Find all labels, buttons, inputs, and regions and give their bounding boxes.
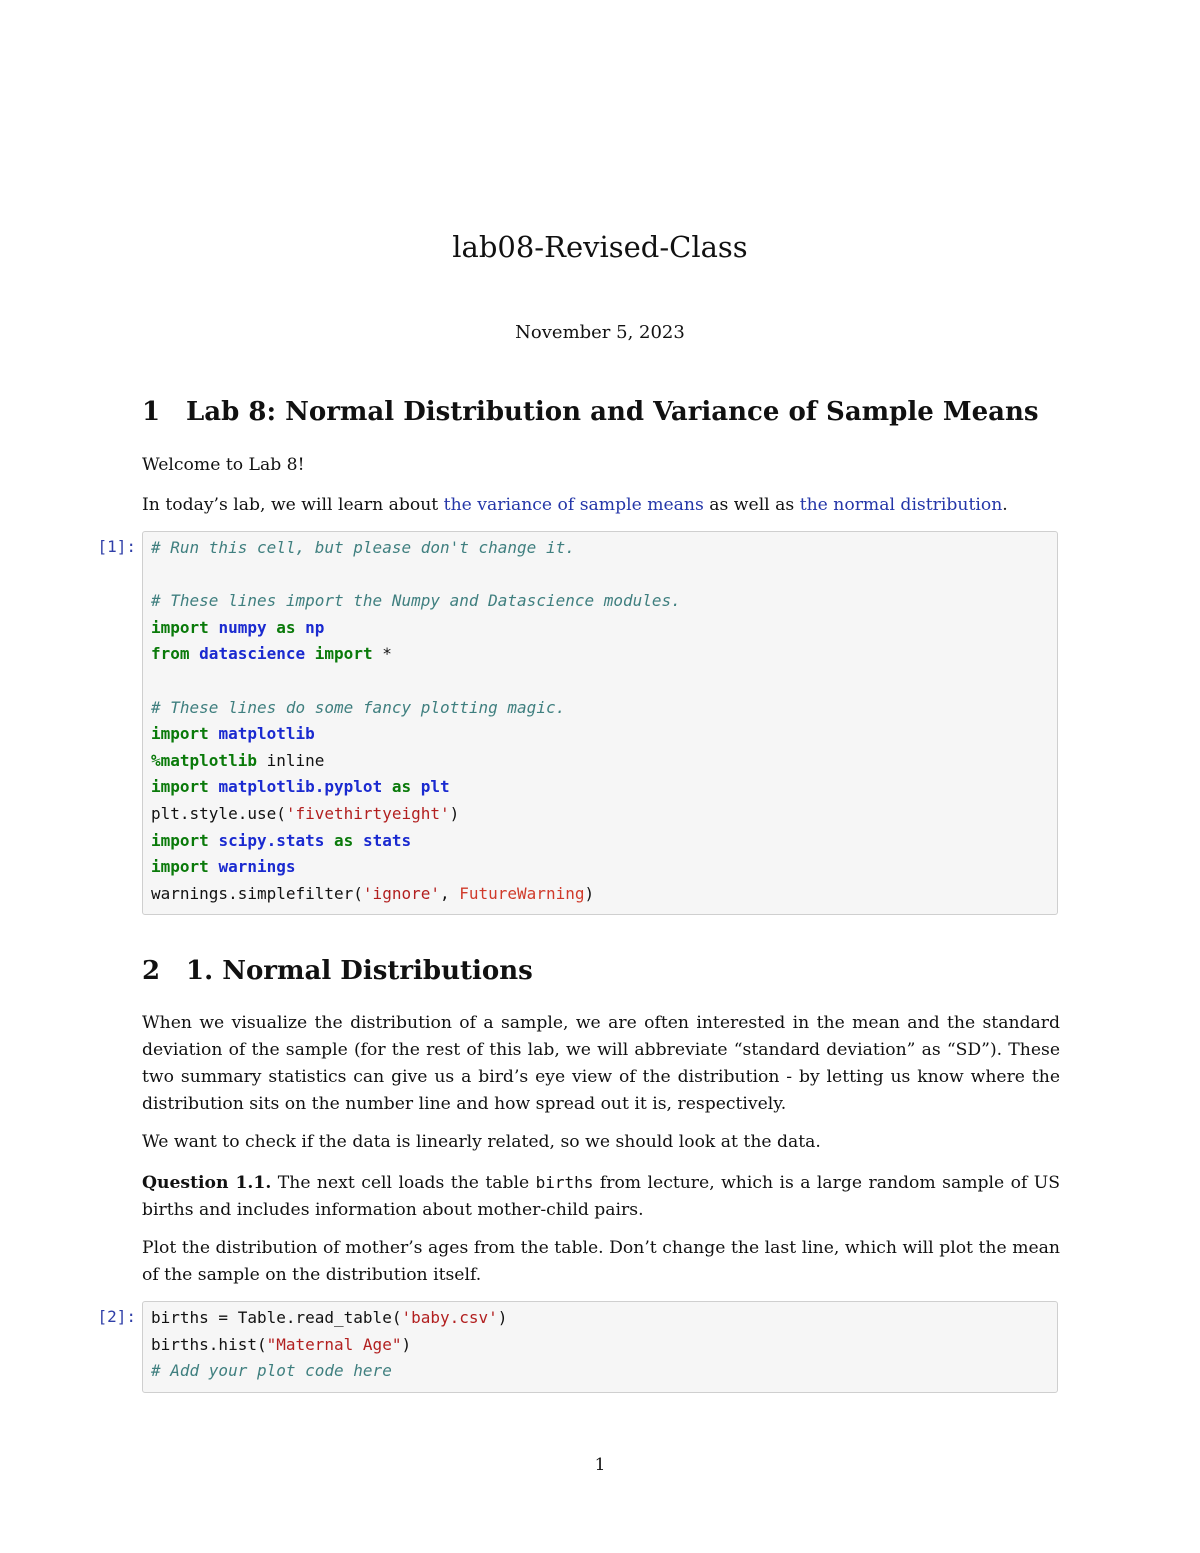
code-token: 'ignore' <box>362 883 440 903</box>
code-token: import <box>151 617 209 637</box>
page-number: 1 <box>594 1455 606 1475</box>
intro-prefix: In today’s lab, we will learn about <box>142 495 444 515</box>
code-token <box>209 857 219 876</box>
code-token <box>190 644 200 663</box>
welcome-text: Welcome to Lab 8! <box>142 455 305 475</box>
code-token <box>267 618 277 637</box>
section-title: 1. Normal Distributions <box>186 956 533 986</box>
cell-prompt-1: [1]: <box>97 537 136 556</box>
code-token: inline <box>256 750 325 770</box>
code-token: 'fivethirtyeight' <box>285 803 450 823</box>
intro-mid: as well as <box>703 495 800 515</box>
link-normal-distribution[interactable]: the normal distribution <box>799 495 1003 515</box>
code-token: "Maternal Age" <box>266 1334 402 1354</box>
code-token: births.hist( <box>151 1334 267 1354</box>
question-text-a: The next cell loads the table <box>271 1173 536 1193</box>
code-token: # These lines import the Numpy and Datascience modules. <box>151 591 681 611</box>
code-token: scipy.stats <box>218 830 325 850</box>
section-title: Lab 8: Normal Distribution and Variance of Sample Means <box>186 397 1039 427</box>
code-token: matplotlib.pyplot <box>218 777 383 797</box>
paragraph-linear-check: We want to check if the data is linearly related, so we should look at the data. <box>142 1132 821 1152</box>
code-token: * <box>372 644 392 664</box>
section-number: 2 <box>142 956 161 986</box>
code-token <box>209 618 219 637</box>
code-line <box>151 695 1049 722</box>
code-token <box>353 831 363 850</box>
code-token <box>209 831 219 850</box>
code-token: import <box>151 830 209 850</box>
code-line <box>151 1305 1049 1332</box>
code-line <box>151 748 1049 775</box>
code-token: import <box>151 857 209 877</box>
code-token: numpy <box>218 617 267 637</box>
code-token <box>209 724 219 743</box>
inline-code-births: births <box>535 1173 594 1192</box>
link-variance-sample-means[interactable]: the variance of sample means <box>443 495 704 515</box>
document-title: lab08-Revised-Class <box>452 230 748 264</box>
paragraph-plot-instructions: Plot the distribution of mother’s ages from the table. Don’t change the last line, which will plot the mean of the sample on the distribution itself. <box>142 1238 1060 1285</box>
code-line <box>151 1358 1049 1385</box>
code-token: %matplotlib <box>151 750 257 770</box>
code-block[interactable] <box>143 1302 1057 1388</box>
code-token <box>305 644 315 663</box>
code-token <box>296 618 306 637</box>
code-line <box>151 1332 1049 1359</box>
code-token: ) <box>584 883 595 903</box>
code-token: ) <box>449 803 460 823</box>
code-token: warnings <box>218 857 296 877</box>
code-token: FutureWarning <box>459 883 585 903</box>
intro-paragraph <box>142 492 1060 519</box>
code-token: import <box>151 777 209 797</box>
paragraph-normal-distributions: When we visualize the distribution of a sample, we are often interested in the mean and the standard deviation of the sample (for the rest of this lab, we will abbreviate “standard deviation” as “SD”). These two summary statistics can give us a bird’s eye view of the distribution - by letting us know where the distribution sits on the number line and how spread out it is, respectively. <box>142 1013 1060 1114</box>
code-token <box>411 777 421 796</box>
code-line <box>151 535 1049 562</box>
section-number: 1 <box>142 397 161 427</box>
question-1-1 <box>142 1169 1060 1224</box>
section-heading-2 <box>142 956 533 986</box>
intro-suffix: . <box>1002 495 1008 515</box>
code-token: warnings.simplefilter( <box>151 883 363 903</box>
code-token <box>324 831 334 850</box>
code-token: # These lines do some fancy plotting magic. <box>151 697 566 717</box>
code-line <box>151 854 1049 881</box>
code-token: , <box>439 883 460 903</box>
code-token: ) <box>497 1308 508 1327</box>
code-line <box>151 668 1049 695</box>
code-line <box>151 588 1049 615</box>
question-label: Question 1.1. <box>142 1173 272 1193</box>
code-token <box>382 777 392 796</box>
question-text-b: from lecture, which is a large random sample of US births and includes information about mother-child pairs. <box>142 1173 1060 1220</box>
code-token: plt <box>420 777 450 797</box>
document-date: November 5, 2023 <box>515 322 685 343</box>
code-token: stats <box>362 830 412 850</box>
code-token: import <box>314 644 373 664</box>
code-token: as <box>334 830 354 850</box>
code-line <box>151 721 1049 748</box>
cell-prompt-2: [2]: <box>97 1307 136 1326</box>
code-token: from <box>151 644 190 664</box>
code-line <box>151 801 1049 828</box>
code-token: # Add your plot code here <box>151 1361 392 1381</box>
code-token: 'baby.csv' <box>401 1308 498 1327</box>
code-token: import <box>151 724 209 744</box>
code-token: plt.style.use( <box>151 803 286 823</box>
code-token: births = Table.read_table( <box>151 1308 402 1327</box>
code-token: np <box>305 617 325 637</box>
code-line <box>151 881 1049 908</box>
section-heading-1 <box>142 397 1039 427</box>
code-line <box>151 641 1049 668</box>
code-token: datascience <box>199 644 306 664</box>
code-token: as <box>276 617 296 637</box>
code-token: matplotlib <box>218 724 315 744</box>
code-token <box>209 777 219 796</box>
code-cell-1[interactable] <box>142 531 1058 915</box>
code-line <box>151 828 1049 855</box>
code-line <box>151 562 1049 589</box>
code-token: ) <box>401 1334 412 1354</box>
code-block[interactable] <box>143 532 1057 910</box>
code-cell-2[interactable] <box>142 1301 1058 1393</box>
code-line <box>151 774 1049 801</box>
code-token: as <box>391 777 412 797</box>
code-token: # Run this cell, but please don't change it. <box>151 538 575 557</box>
code-line <box>151 615 1049 642</box>
